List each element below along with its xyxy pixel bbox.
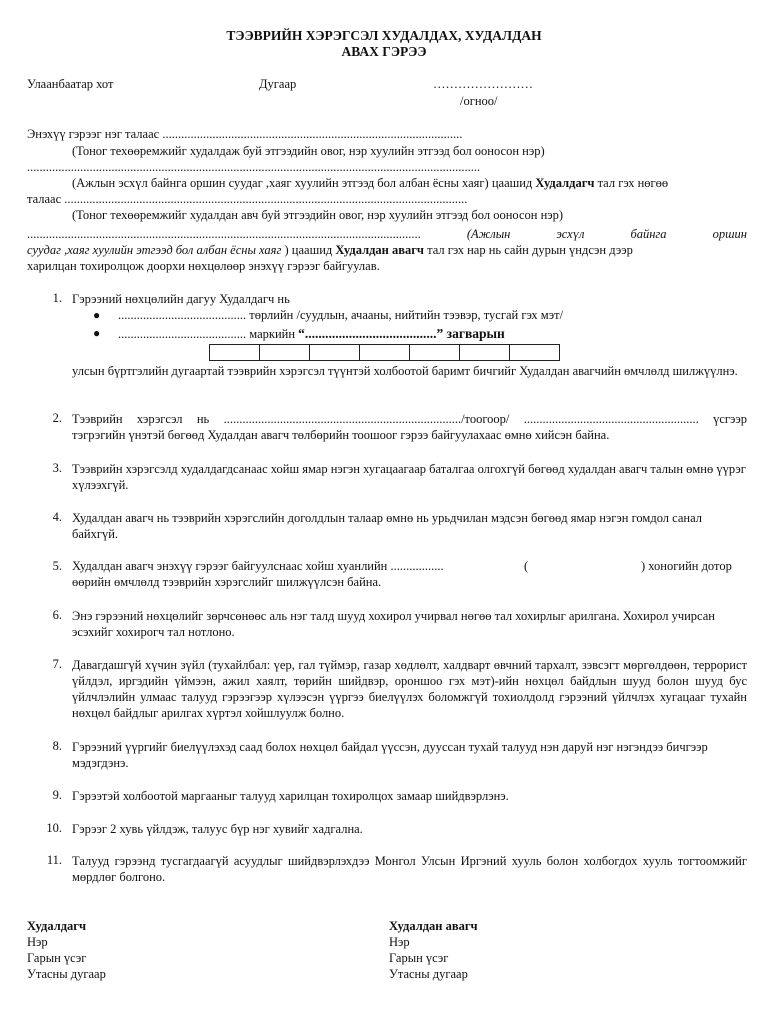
clause-1-after: улсын бүртгэлийн дугаартай тээврийн хэрэгсэл түүнтэй холбоотой баримт бичгийг Худалдан авагчийн өмчлөлд шилжүүлнэ.: [72, 364, 738, 378]
title-line-1: ТЭЭВРИЙН ХЭРЭГСЭЛ ХУДАЛДАХ, ХУДАЛДАН: [226, 28, 542, 43]
buyer-name-label: Нэр: [389, 935, 410, 949]
intro-line-6: (Тоног техөөремжийг худалдан авч буй этгээдийн овог, нэр хуулийн этгээд бол ооносон нэр): [72, 208, 564, 222]
plate-box: [259, 344, 310, 361]
number-label: Дугаар: [259, 77, 297, 91]
clause-number: 1.: [52, 291, 62, 305]
intro-line-8a: суудаг ,хаяг хуулийн этгээд бол албан ёсны хаяг: [27, 243, 285, 257]
clause-8-text: Гэрээний үүргийг биелүүлэхэд саад болох нөхцөл байдал үүссэн, дууссан тухай талууд нэн даруй нэг нэгэндээ бичгээр мэдэгдэнэ.: [72, 740, 708, 770]
clause-number: 9.: [52, 788, 62, 802]
intro-line-7b: (Ажлын эсхүл байнга оршин: [466, 227, 747, 241]
bullet-icon: ●: [93, 308, 101, 322]
plate-box: [359, 344, 410, 361]
title-line-2: АВАХ ГЭРЭЭ: [341, 44, 427, 59]
bullet-icon: ●: [93, 326, 101, 340]
intro-line-5: талаас .................................................................................................................................: [27, 192, 468, 206]
buyer-signature-title: Худалдан авагч: [389, 919, 478, 933]
intro-line-4a: (Ажлын эсхүл байнга оршин суудаг ,хаяг хуулийн этгээд бол албан ёсны хаяг) цаашид: [72, 176, 536, 190]
clause-10-text: Гэрээг 2 хувь үйлдэж, талуус бүр нэг хувийг хадгална.: [72, 822, 363, 836]
clause-5-line-2: өөрийн өмчлөлд тээврийн хэрэгслийг шилжүүлсэн байна.: [72, 575, 382, 589]
clause-9-text: Гэрээтэй холбоотой маргааныг талууд харилцан тохиролцох замаар шийдвэрлэнэ.: [72, 789, 509, 803]
plate-box: [309, 344, 360, 361]
clause-number: 3.: [52, 461, 62, 475]
seller-phone-label: Утасны дугаар: [27, 967, 106, 981]
plate-box: [409, 344, 460, 361]
clause-number: 6.: [52, 608, 62, 622]
intro-line-3: .................................................................................................................................................: [27, 160, 481, 174]
clause-1-text: Гэрээний нөхцөлийн дагуу Худалдагч нь: [72, 292, 290, 306]
clause-1-bullet-1: ......................................... төрлийн /суудлын, ачааны, нийтийн тээвэр, тусгай гэх мэт/: [118, 308, 564, 322]
seller-signature-title: Худалдагч: [27, 919, 87, 933]
intro-line-7: [27, 226, 747, 242]
intro-line-1: Энэхүү гэрээг нэг талаас ................................................................................................: [27, 127, 463, 141]
plate-box: [209, 344, 260, 361]
intro-line-7a: ..............................................................................................................................: [27, 227, 467, 241]
clause-3-text: Тээврийн хэрэгсэлд худалдагдсанаас хойш ямар нэгэн хугацаагаар баталгаа олгохгүй бөгөөд худалдан авагч талын өмнө үүрэг хүлээхгүй.: [72, 462, 746, 492]
clause-1-bullet-2b: “.......................................” загварын: [298, 326, 505, 341]
intro-line-9: харилцан тохиролцож доорхи нөхцөлөөр энэхүү гэрээг байгуулав.: [27, 259, 380, 273]
clause-number: 4.: [52, 510, 62, 524]
seller-name-label: Нэр: [27, 935, 48, 949]
intro-line-8: [27, 242, 747, 258]
intro-line-4c: тал гэх нөгөө: [594, 176, 669, 190]
clause-5-part-c: ) хоногийн дотор: [641, 559, 732, 573]
clause-4-text: Худалдан авагч нь тээврийн хэрэгслийн доголдлын талаар өмнө нь урьдчилан мэдсэн бөгөөд ямар нэгэн гомдол санал байхгүй.: [72, 511, 702, 541]
plate-box: [509, 344, 560, 361]
clause-number: 2.: [52, 411, 62, 425]
date-label: /огноо/: [460, 94, 498, 108]
clause-number: 11.: [46, 853, 62, 867]
clause-1-bullet-2a: ......................................... маркийн: [118, 327, 299, 341]
clause-5-part-a: Худалдан авагч энэхүү гэрээг байгуулснаас хойш хуанлийн .................: [72, 559, 444, 573]
plate-box: [459, 344, 510, 361]
registration-plate-boxes: [210, 344, 560, 361]
clause-2-text: Тээврийн хэрэгсэл нь ............................................................................/тоогоор/ ........................................................ үсгээр тэгрэгийн үнэтэй бөгөөд Худалдан авагч төлбөрийн тоошоог гэрээ байгуулахаас өмнө хийсэн байна.: [72, 412, 747, 442]
buyer-term: Худалдан авагч: [335, 243, 424, 257]
seller-term: Худалдагч: [535, 176, 595, 190]
buyer-signature-label: Гарын үсэг: [389, 951, 449, 965]
intro-line-8d: тал гэх нар нь сайн дурын үндсэн дээр: [423, 243, 633, 257]
clause-7-text: Давагдашгүй хүчин зүйл (тухайлбал: үер, гал түймэр, газар хөдлөлт, халдварт өвчний тархалт, зэвсэгт мөргөлдөөн, террорист үйлдэл, иргэдийн үймээн, ажил хаялт, төрийн шийдвэр, ороншоо гэх мэт)-ийн нөхцөл байдлын шууд болон шууд бус үйлчлэлийн улмаас талууд гэрээгээр хүлээсэн үүргээ биелүүлэх боломжгүй тохиолдолд гэрээний үйлчлэх хугацааг тухайн нөхцөл байдлыг арилгах хүртэл хойшлуулж болно.: [72, 658, 747, 720]
intro-line-4: [72, 176, 668, 191]
clause-6-text: Энэ гэрээний нөхцөлийг зөрчсөнөөс аль нэг талд шууд хохирол учирвал нөгөө тал хохирлыг арилгана. Хохирол учирсан эсэхийг хохирогч тал нотлоно.: [72, 609, 715, 639]
date-dots: ……………………: [433, 77, 533, 91]
clause-5-part-b: (: [524, 559, 529, 573]
clause-number: 5.: [52, 559, 62, 573]
city-label: Улаанбаатар хот: [27, 77, 114, 91]
clause-1-bullet-2: [118, 326, 505, 342]
clause-11-text: Талууд гэрээнд тусгагдаагүй асуудлыг шийдвэрлэхдээ Монгол Улсын Иргэний хууль болон холбогдох хууль тогтоомжийг мөрдлөг болгоно.: [72, 854, 747, 884]
intro-line-2: (Тоног техөөремжийг худалдаж буй этгээдийн овог, нэр хуулийн этгээд бол ооносон нэр): [72, 144, 545, 158]
intro-line-8b: ) цаашид: [284, 243, 336, 257]
clause-number: 8.: [52, 739, 62, 753]
clause-number: 10.: [46, 821, 62, 835]
buyer-phone-label: Утасны дугаар: [389, 967, 468, 981]
clause-number: 7.: [52, 657, 62, 671]
seller-signature-label: Гарын үсэг: [27, 951, 87, 965]
